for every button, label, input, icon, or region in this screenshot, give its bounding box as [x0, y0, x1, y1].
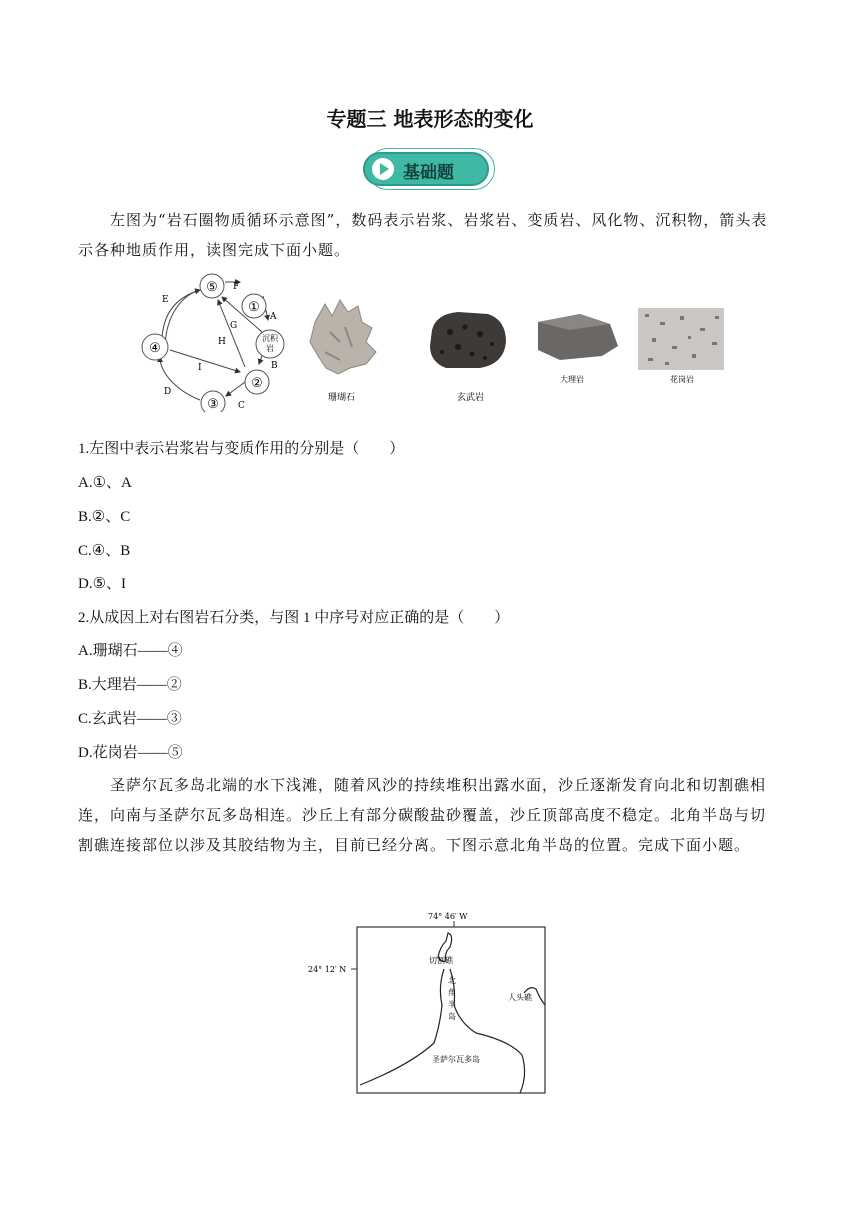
section-badge: [363, 148, 495, 192]
map-longitude: 74° 46′ W: [428, 912, 468, 921]
svg-text:岩: 岩: [266, 344, 274, 353]
svg-text:岛: 岛: [448, 1012, 456, 1021]
coral-photo: [310, 300, 376, 403]
map-figure: [300, 905, 560, 1100]
map-frame: [357, 927, 545, 1093]
map-label-island: 圣萨尔瓦多岛: [432, 1055, 480, 1064]
node-2: ②: [251, 376, 263, 391]
q2-option-b[interactable]: B.大理岩——②: [78, 677, 182, 693]
arrow-D: D: [164, 387, 172, 397]
map-label-cay: 切割礁: [429, 956, 453, 965]
q1-option-d[interactable]: D.⑤、I: [78, 576, 127, 592]
q2-stem: 2.从成因上对右图岩石分类，与图 1 中序号对应正确的是（ ）: [78, 610, 510, 626]
rock-cycle-figure: [140, 272, 740, 412]
q2-option-a[interactable]: A.珊瑚石——④: [78, 643, 183, 659]
q1-option-a[interactable]: A.①、A: [78, 475, 132, 491]
rock-label-basalt: 玄武岩: [457, 393, 485, 403]
map-latitude: 24° 12′ N: [308, 965, 347, 974]
node-4: ④: [149, 341, 161, 356]
granite-photo: [638, 308, 724, 384]
svg-text:半: 半: [448, 1000, 456, 1009]
intro-paragraph-1: 左图为“岩石圈物质循环示意图”，数码表示岩浆、岩浆岩、变质岩、风化物、沉积物，箭头表示各种地质作用，读图完成下面小题。: [78, 211, 768, 259]
q2-option-d[interactable]: D.花岗岩——⑤: [78, 745, 183, 761]
node-3: ③: [207, 397, 219, 412]
arrow-G: G: [230, 321, 238, 331]
node-5: ⑤: [206, 280, 218, 295]
q1-option-c[interactable]: C.④、B: [78, 543, 131, 559]
node-sedimentary: 沉积: [262, 334, 278, 343]
q2-option-c[interactable]: C.玄武岩——③: [78, 711, 182, 727]
q1-option-b[interactable]: B.②、C: [78, 509, 131, 525]
arrow-F: F: [233, 282, 240, 292]
arrow-E: E: [162, 295, 169, 305]
play-icon: [372, 158, 394, 180]
q1-stem: 1.左图中表示岩浆岩与变质作用的分别是（ ）: [78, 441, 405, 457]
badge-label: 基础题: [403, 163, 454, 183]
arrow-H: H: [218, 337, 226, 347]
rock-label-coral: 珊瑚石: [328, 393, 356, 403]
node-1: ①: [248, 300, 260, 315]
arrow-C: C: [238, 401, 245, 411]
arrow-I: I: [198, 363, 202, 373]
map-label-peninsula-1: 北: [448, 976, 456, 985]
svg-text:角: 角: [448, 988, 456, 997]
rock-label-marble: 大理岩: [560, 375, 584, 384]
intro-paragraph-2: 圣萨尔瓦多岛北端的水下浅滩，随着风沙的持续堆积出露水面，沙丘逐渐发育向北和切割礁相连，向南与圣萨尔瓦多岛相连。沙丘上有部分碳酸盐砂覆盖，沙丘顶部高度不稳定。北角半岛与切割礁连接部位以涉及其胶结物为主，目前已经分离。下图示意北角半岛的位置。完成下面小题。: [78, 776, 767, 854]
rock-label-granite: 花岗岩: [670, 375, 694, 384]
arrow-A: A: [270, 312, 277, 322]
basalt-photo: [430, 312, 506, 403]
arrow-B: B: [271, 361, 278, 371]
map-label-head-cay: 人头礁: [508, 993, 532, 1002]
marble-photo: [538, 314, 618, 384]
page-title: 专题三 地表形态的变化: [326, 107, 534, 131]
